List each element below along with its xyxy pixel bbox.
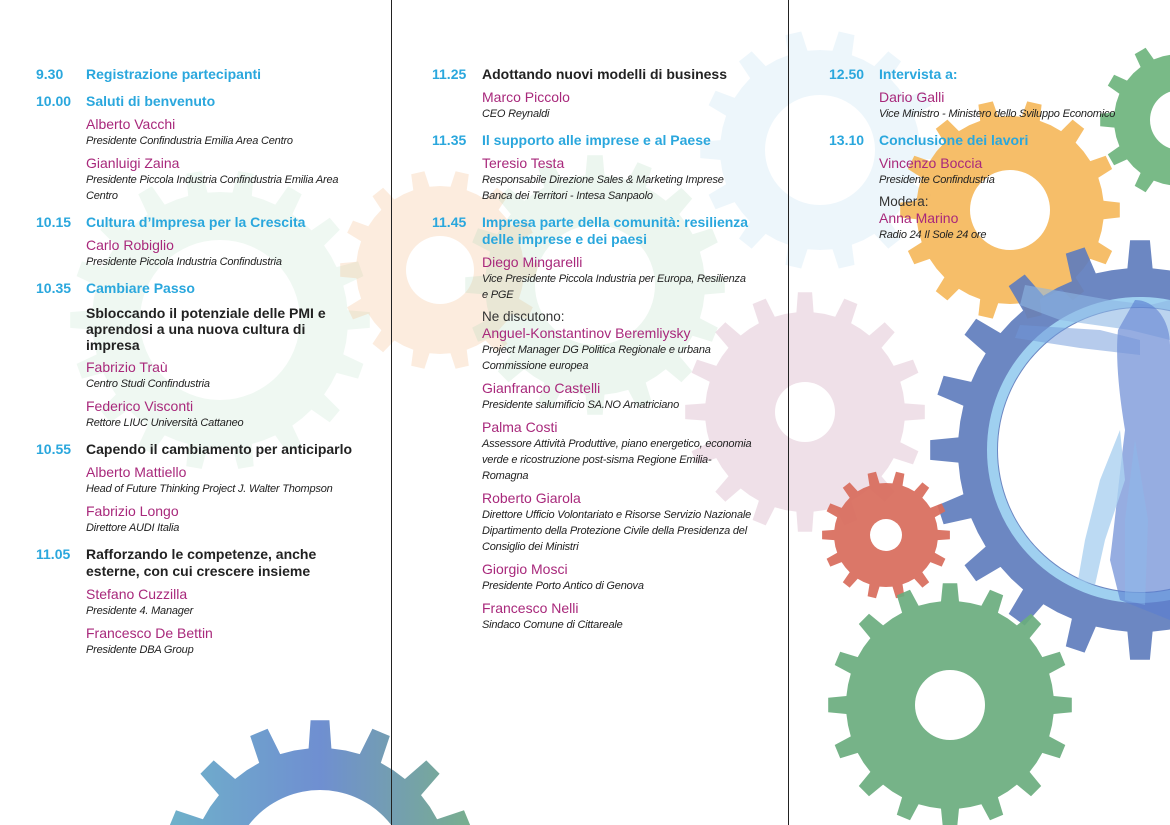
agenda-item	[432, 66, 752, 122]
agenda-time: 11.35	[432, 132, 467, 148]
speaker-role: Rettore LIUC Università Cattaneo	[86, 417, 244, 429]
speaker-role: Vice Presidente Piccola Industria per Europa, Resilienza e PGE	[482, 273, 746, 301]
agenda-item	[36, 214, 356, 270]
gear-green-bottom-hole	[915, 670, 985, 740]
speaker-role: Sindaco Comune di Cittareale	[482, 619, 623, 631]
agenda-title: Cultura d’Impresa per la Crescita	[86, 214, 306, 230]
speaker-role: Presidente 4. Manager	[86, 605, 194, 617]
speaker-role: Presidente Piccola Industria Confindustria	[86, 256, 282, 268]
agenda-item	[829, 132, 1159, 243]
agenda-item	[36, 546, 356, 658]
speaker-role: Presidente Confindustria	[879, 174, 995, 186]
speaker-name: Francesco De Bettin	[86, 625, 213, 641]
speaker-role: Direttore AUDI Italia	[86, 522, 180, 534]
speaker	[86, 155, 356, 204]
speaker-role: Assessore Attività Produttive, piano energetico, economia verde e ricostruzione post-sisma Regione Emilia-Romagna	[482, 438, 752, 482]
speaker	[482, 561, 752, 594]
speaker-name: Roberto Giarola	[482, 490, 581, 506]
gear-pink-hole	[775, 382, 835, 442]
speaker-role: Vice Ministro - Ministero dello Sviluppo Economico	[879, 108, 1116, 120]
agenda-title: Conclusione dei lavori	[879, 132, 1029, 148]
speaker-name: Alberto Vacchi	[86, 116, 176, 132]
speaker-role: Direttore Ufficio Volontariato e Risorse Servizio Nazionale Dipartimento della Protezione Civile della Presidenza del Consiglio dei Ministri	[482, 509, 752, 553]
program-column-3	[829, 66, 1159, 243]
speaker-name: Fabrizio Traù	[86, 359, 168, 375]
speaker-role: Centro Studi Confindustria	[86, 378, 210, 390]
speaker-name: Gianfranco Castelli	[482, 380, 601, 396]
agenda-item	[36, 441, 356, 536]
agenda-time: 13.10	[829, 132, 865, 148]
speaker	[86, 586, 356, 619]
speaker-name: Vincenzo Boccia	[879, 155, 983, 171]
speaker	[482, 490, 752, 555]
agenda-item	[432, 214, 752, 633]
speaker	[86, 625, 356, 658]
agenda-item	[36, 93, 356, 204]
fold-line-1	[391, 0, 392, 825]
agenda-title: Capendo il cambiamento per anticiparlo	[86, 441, 353, 457]
fold-line-2	[788, 0, 789, 825]
speaker-role: Responsabile Direzione Sales & Marketing Imprese Banca dei Territori - Intesa Sanpaolo	[482, 174, 724, 202]
speaker-group-label: Ne discutono:	[482, 309, 565, 324]
speaker-name: Federico Visconti	[86, 398, 194, 414]
speaker	[879, 194, 1159, 243]
speaker	[86, 503, 356, 536]
agenda-item	[829, 66, 1159, 122]
agenda-time: 12.50	[829, 66, 865, 82]
speaker-name: Carlo Robiglio	[86, 237, 174, 253]
gear-red-hole	[870, 519, 902, 551]
speaker-name: Diego Mingarelli	[482, 254, 583, 270]
speaker-name: Teresio Testa	[482, 155, 565, 171]
agenda-title: Adottando nuovi modelli di business	[482, 66, 728, 82]
program-column-2	[432, 66, 752, 633]
agenda-time: 11.45	[432, 214, 467, 230]
speaker	[879, 89, 1159, 122]
speaker	[86, 359, 356, 392]
speaker	[86, 237, 356, 270]
agenda-time: 11.05	[36, 546, 71, 562]
speaker-role: CEO Reynaldi	[482, 108, 550, 120]
agenda-item	[432, 132, 752, 204]
program-column-1	[36, 66, 356, 658]
speaker-name: Gianluigi Zaina	[86, 155, 180, 171]
agenda-time: 10.55	[36, 441, 72, 457]
speaker-role: Presidente Porto Antico di Genova	[482, 580, 644, 592]
speaker-group-label: Modera:	[879, 194, 929, 209]
agenda-title: Rafforzando le competenze, anche esterne, con cui crescere insieme	[86, 546, 317, 579]
speaker	[86, 464, 356, 497]
speaker-name: Alberto Mattiello	[86, 464, 187, 480]
agenda-title: Il supporto alle imprese e al Paese	[482, 132, 711, 148]
speaker-role: Presidente salumificio SA.NO Amatriciano	[482, 399, 680, 411]
speaker	[482, 380, 752, 413]
speaker-role: Presidente Piccola Industria Confindustria Emilia Area Centro	[86, 174, 339, 202]
agenda-title: Saluti di benvenuto	[86, 93, 216, 109]
agenda-item	[36, 280, 356, 431]
agenda-time: 10.15	[36, 214, 72, 230]
speaker	[86, 398, 356, 431]
agenda-time: 10.00	[36, 93, 72, 109]
speaker-name: Giorgio Mosci	[482, 561, 568, 577]
agenda-time: 10.35	[36, 280, 72, 296]
speaker-name: Anguel-Konstantinov Beremliysky	[482, 325, 691, 341]
agenda-subtitle: Sbloccando il potenziale delle PMI e aprendosi a una nuova cultura di impresa	[86, 305, 326, 353]
speaker-name: Dario Galli	[879, 89, 945, 105]
speaker-name: Francesco Nelli	[482, 600, 579, 616]
speaker-role: Project Manager DG Politica Regionale e urbana Commissione europea	[482, 344, 711, 372]
agenda-title: Impresa parte della comunità: resilienza delle imprese e dei paesi	[482, 214, 749, 247]
speaker	[482, 254, 752, 303]
agenda-title: Intervista a:	[879, 66, 958, 82]
agenda-title: Cambiare Passo	[86, 280, 195, 296]
speaker-name: Stefano Cuzzilla	[86, 586, 188, 602]
speaker-name: Palma Costi	[482, 419, 558, 435]
speaker-role: Presidente DBA Group	[86, 644, 194, 656]
speaker	[482, 155, 752, 204]
agenda-item	[36, 66, 356, 83]
speaker	[482, 89, 752, 122]
speaker	[879, 155, 1159, 188]
agenda-time: 11.25	[432, 66, 467, 82]
speaker-name: Anna Marino	[879, 210, 959, 226]
agenda-title: Registrazione partecipanti	[86, 66, 262, 82]
speaker-role: Presidente Confindustria Emilia Area Centro	[86, 135, 293, 147]
agenda-time: 9.30	[36, 66, 64, 82]
speaker-name: Fabrizio Longo	[86, 503, 179, 519]
speaker-role: Head of Future Thinking Project J. Walter Thompson	[86, 483, 333, 495]
speaker	[482, 600, 752, 633]
speaker-name: Marco Piccolo	[482, 89, 570, 105]
speaker	[482, 419, 752, 484]
speaker	[86, 116, 356, 149]
speaker-role: Radio 24 Il Sole 24 ore	[879, 229, 987, 241]
speaker	[482, 309, 752, 374]
